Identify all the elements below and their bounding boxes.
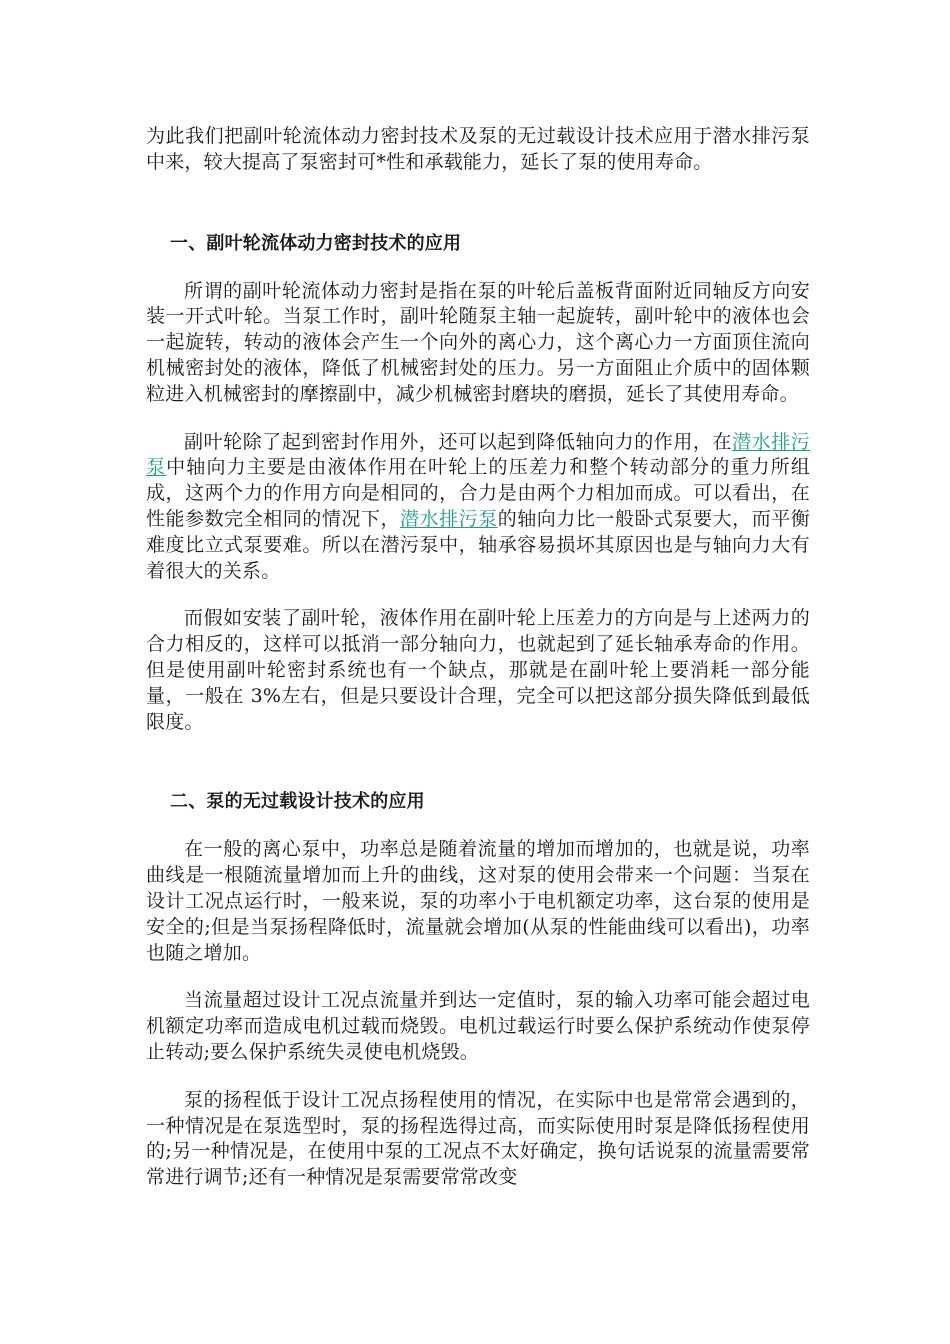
section-1-paragraph-3: 而假如安装了副叶轮，液体作用在副叶轮上压差力的方向是与上述两力的合力相反的，这样可以抵消一部分轴向力，也就起到了延长轴承寿命的作用。但是使用副叶轮密封系统也有一个缺点，那就是在副叶轮上要消耗一部分能量，一般在 3%左右，但是只要设计合理，完全可以把这部分损失降低到最低限度。 [146,607,810,733]
paragraph-text: 的轴向力比一般卧式泵要大，而平衡难度比立式泵要难。所以在潜污泵中，轴承容易损坏其原因也是与轴向力大有着很大的关系。 [146,507,810,582]
submersible-sewage-pump-link[interactable]: 潜水排污泵 [400,507,498,530]
intro-paragraph: 为此我们把副叶轮流体动力密封技术及泵的无过载设计技术应用于潜水排污泵中来，较大提高了泵密封可*性和承载能力，延长了泵的使用寿命。 [146,125,810,173]
document-body [146,124,810,1213]
section-1-paragraph-1: 所谓的副叶轮流体动力密封是指在泵的叶轮后盖板背面附近同轴反方向安装一开式叶轮。当泵工作时，副叶轮随泵主轴一起旋转，副叶轮中的液体也会一起旋转，转动的液体会产生一个向外的离心力，这个离心力一方面顶住流向机械密封处的液体，降低了机械密封处的压力。另一方面阻止介质中的固体颗粒进入机械密封的摩擦副中，减少机械密封磨块的磨损，延长了其使用寿命。 [146,279,810,405]
section-2-paragraph-1: 在一般的离心泵中，功率总是随着流量的增加而增加的，也就是说，功率曲线是一根随流量增加而上升的曲线，这对泵的使用会带来一个问题：当泵在设计工况点运行时，一般来说，泵的功率小于电机额定功率，这台泵的使用是安全的;但是当泵扬程降低时，流量就会增加(从泵的性能曲线可以看出)，功率也随之增加。 [146,838,810,964]
section-2-heading: 二、泵的无过载设计技术的应用 [170,791,425,813]
section-2-paragraph-2: 当流量超过设计工况点流量并到达一定值时，泵的输入功率可能会超过电机额定功率而造成电机过载而烧毁。电机过载运行时要么保护系统动作使泵停止转动;要么保护系统失灵使电机烧毁。 [146,989,810,1063]
paragraph-text: 副叶轮除了起到密封作用外，还可以起到降低轴向力的作用，在 [184,430,733,453]
section-2-paragraph-3: 泵的扬程低于设计工况点扬程使用的情况，在实际中也是常常会遇到的，一种情况是在泵选型时，泵的扬程选得过高，而实际使用时泵是降低扬程使用的;另一种情况是，在使用中泵的工况点不太好确定，换句话说泵的流量需要常常进行调节;还有一种情况是泵需要常常改变 [146,1088,810,1189]
section-1-paragraph-2 [146,430,810,585]
submersible-sewage-pump-link[interactable]: 潜水排污泵 [146,430,810,479]
section-1-heading: 一、副叶轮流体动力密封技术的应用 [170,232,462,254]
paragraph-text: 中轴向力主要是由液体作用在叶轮上的压差力和整个转动部分的重力所组成，这两个力的作用方向是相同的，合力是由两个力相加而成。可以看出，在性能参数完全相同的情况下， [146,456,810,530]
